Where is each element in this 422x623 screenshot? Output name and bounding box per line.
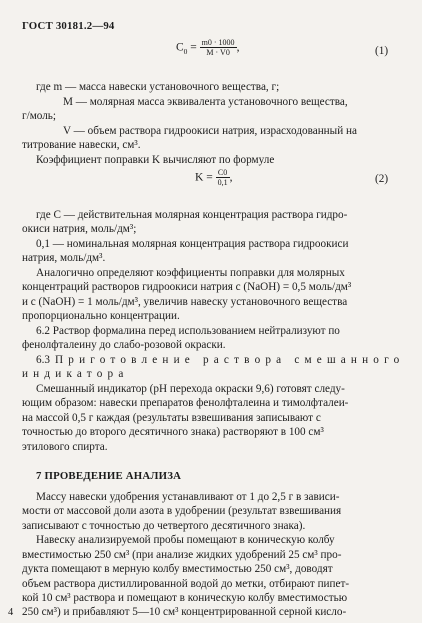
- text-line: Аналогично определяют коэффициенты поправки для молярных: [36, 267, 345, 279]
- text-line: M — молярная масса эквивалента установочного вещества,: [63, 96, 348, 108]
- text-line: записывают с точностью до четвертого десятичного знака).: [22, 520, 306, 532]
- formula-2-number: (2): [375, 173, 389, 185]
- text-line: натрия, моль/дм³.: [22, 252, 106, 264]
- text-line: пропорционально концентрации.: [22, 310, 180, 322]
- text-line: Коэффициент поправки K вычисляют по формуле: [36, 154, 275, 166]
- formula-1-denominator: M · V0: [206, 48, 230, 57]
- text-line: объем раствора дистиллированной водой до метки, отбирают пипет-: [22, 578, 350, 590]
- formula-1-eq: =: [190, 41, 197, 54]
- text-line: дукта помещают в мерную колбу вместимостью 250 см³, доводят: [22, 563, 333, 575]
- text-line: мости от массовой доли азота в удобрении (результат взвешивания: [22, 505, 342, 517]
- page-number: 4: [8, 607, 14, 618]
- formula-2-tail: ,: [229, 171, 233, 184]
- text-line: вместимостью 250 см³ (при анализе жидких удобрений 25 см³ про-: [22, 549, 342, 561]
- text-line: этилового спирта.: [22, 441, 108, 453]
- formula-1-fraction: [200, 38, 237, 58]
- text-line: кой 10 см³ раствора и помещают в коническую колбу вместимостью: [22, 592, 348, 604]
- text-line: на массой 0,5 г каждая (результаты взвешивания записывают с: [22, 412, 321, 424]
- text-line: Навеску анализируемой пробы помещают в коническую колбу: [36, 534, 335, 546]
- text-line: г/моль;: [22, 110, 57, 122]
- formula-1-lhs-sub: 0: [183, 46, 188, 56]
- text-line: где C — действительная молярная концентрация раствора гидро-: [36, 209, 348, 221]
- subsection-number: 6.3: [36, 354, 50, 366]
- formula-2: [195, 168, 232, 188]
- text-line: 6.2 Раствор формалина перед использованием нейтрализуют по: [36, 325, 340, 337]
- formula-2-numerator: C0: [216, 168, 230, 178]
- formula-1-tail: ,: [236, 41, 240, 54]
- formula-1: [176, 38, 239, 58]
- text-line: точностью до второго десятичного знака) растворяют в 100 см³: [22, 426, 324, 438]
- formula-2-eq: =: [206, 171, 213, 184]
- formula-1-number: (1): [375, 45, 389, 57]
- text-line: и c (NaOH) = 1 моль/дм³, увеличив навеску установочного вещества: [22, 296, 348, 308]
- text-line: фенолфталеину до слабо-розовой окраски.: [22, 339, 226, 351]
- formula-1-numerator: m0 · 1000: [201, 38, 235, 47]
- text-line: окиси натрия, моль/дм³;: [22, 223, 137, 235]
- document-header: ГОСТ 30181.2—94: [22, 20, 115, 32]
- text-line: 0,1 — номинальная молярная концентрация раствора гидроокиси: [36, 238, 349, 250]
- text-line: где m — масса навески установочного вещества, г;: [36, 81, 280, 93]
- text-line: титрование навески, см³.: [22, 139, 141, 151]
- text-line: Смешанный индикатор (pH перехода окраски 9,6) готовят следу-: [36, 383, 345, 395]
- text-line: V — объем раствора гидроокиси натрия, израсходованный на: [63, 125, 357, 137]
- subsection-title-cont: индикатора: [22, 368, 129, 380]
- formula-2-lhs: K: [195, 171, 204, 184]
- section-heading: 7 ПРОВЕДЕНИЕ АНАЛИЗА: [36, 470, 182, 482]
- formula-1-lhs: C: [176, 41, 184, 54]
- formula-2-denominator: 0,1: [217, 178, 228, 187]
- text-line: концентраций растворов гидроокиси натрия c (NaOH) = 0,5 моль/дм³: [22, 281, 352, 293]
- text-line: ющим образом: навески препаратов фенолфталеина и тимолфталеи-: [22, 397, 349, 409]
- subsection-title: Приготовление раствора смешанного: [55, 354, 405, 366]
- text-line: 250 см³) и прибавляют 5—10 см³ концентрированной серной кисло-: [22, 606, 347, 618]
- text-line: Массу навески удобрения устанавливают от 1 до 2,5 г в зависи-: [36, 491, 340, 503]
- formula-2-fraction: [216, 168, 230, 188]
